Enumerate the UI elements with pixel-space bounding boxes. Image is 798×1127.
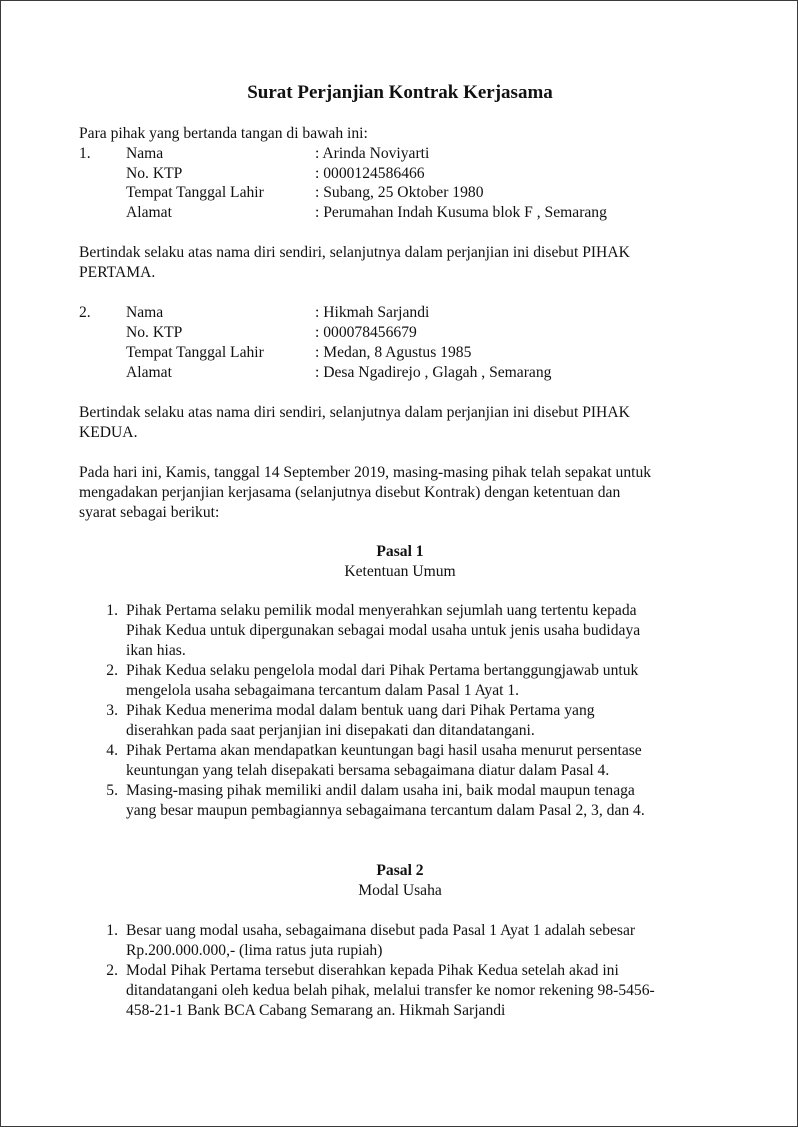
party-2-birth-label: Tempat Tanggal Lahir <box>126 344 264 361</box>
pasal-1-item-number: 2. <box>106 662 118 679</box>
list-item-line: yang besar maupun pembagiannya sebagaimana tercantum dalam Pasal 2, 3, dan 4. <box>126 802 645 819</box>
party-2-address-label: Alamat <box>126 364 172 381</box>
party-1-name-value: : Arinda Noviyarti <box>315 145 430 162</box>
list-item-line: 458-21-1 Bank BCA Cabang Semarang an. Hikmah Sarjandi <box>126 1002 506 1019</box>
party-1-ktp-value: : 0000124586466 <box>315 165 425 182</box>
agreement-line: Pada hari ini, Kamis, tanggal 14 September 2019, masing-masing pihak telah sepakat untuk <box>79 464 652 481</box>
party-2-name-value: : Hikmah Sarjandi <box>315 304 430 321</box>
list-item-line: Pihak Kedua untuk dipergunakan sebagai modal usaha untuk jenis usaha budidaya <box>126 622 641 639</box>
party-2-name-label: Nama <box>126 304 164 321</box>
party-1-address-value: : Perumahan Indah Kusuma blok F , Semarang <box>315 204 607 221</box>
list-item-line: keuntungan yang telah disepakati bersama sebagaimana diatur dalam Pasal 4. <box>126 762 610 779</box>
party-1-name-label: Nama <box>126 145 164 162</box>
party-2-birth-value: : Medan, 8 Agustus 1985 <box>315 344 472 361</box>
list-item-line: Pihak Kedua menerima modal dalam bentuk uang dari Pihak Pertama yang <box>126 702 595 719</box>
pasal-1-subheading: Ketentuan Umum <box>344 563 456 580</box>
party-2-ktp-value: : 000078456679 <box>315 324 417 341</box>
party-1-ktp-label: No. KTP <box>126 165 183 182</box>
party-1-statement-line: Bertindak selaku atas nama diri sendiri, selanjutnya dalam perjanjian ini disebut PIHAK <box>79 244 630 261</box>
pasal-1-item-number: 4. <box>106 742 118 759</box>
list-item-line: Pihak Pertama selaku pemilik modal menyerahkan sejumlah uang tertentu kepada <box>126 602 637 619</box>
pasal-1-item-number: 1. <box>106 602 118 619</box>
list-item-line: diserahkan pada saat perjanjian ini disepakati dan ditandatangani. <box>126 722 535 739</box>
pasal-1-item-number: 5. <box>106 782 118 799</box>
document-title: Surat Perjanjian Kontrak Kerjasama <box>247 82 553 103</box>
agreement-line: syarat sebagai berikut: <box>79 504 220 521</box>
pasal-1-heading: Pasal 1 <box>376 543 424 560</box>
list-item-line: Masing-masing pihak memiliki andil dalam usaha ini, baik modal maupun tenaga <box>126 782 635 799</box>
party-2-statement-line: KEDUA. <box>79 424 138 441</box>
pasal-2-item-number: 1. <box>106 922 118 939</box>
list-item-line: Besar uang modal usaha, sebagaimana disebut pada Pasal 1 Ayat 1 adalah sebesar <box>126 922 636 939</box>
list-item-line: Pihak Pertama akan mendapatkan keuntungan bagi hasil usaha menurut persentase <box>126 742 642 759</box>
party-1-address-label: Alamat <box>126 204 172 221</box>
pasal-1-item-number: 3. <box>106 702 118 719</box>
agreement-line: mengadakan perjanjian kerjasama (selanjutnya disebut Kontrak) dengan ketentuan dan <box>79 484 621 501</box>
party-2-number: 2. <box>79 304 91 321</box>
pasal-2-item-number: 2. <box>106 962 118 979</box>
list-item-line: ikan hias. <box>126 642 186 659</box>
list-item-line: Modal Pihak Pertama tersebut diserahkan kepada Pihak Kedua setelah akad ini <box>126 962 619 979</box>
party-1-birth-value: : Subang, 25 Oktober 1980 <box>315 184 484 201</box>
party-1-number: 1. <box>79 145 91 162</box>
party-2-address-value: : Desa Ngadirejo , Glagah , Semarang <box>315 364 552 381</box>
pasal-2-subheading: Modal Usaha <box>358 882 442 899</box>
party-1-birth-label: Tempat Tanggal Lahir <box>126 184 264 201</box>
intro-text: Para pihak yang bertanda tangan di bawah ini: <box>79 125 368 142</box>
list-item-line: Rp.200.000.000,- (lima ratus juta rupiah) <box>126 942 383 959</box>
list-item-line: mengelola usaha sebagaimana tercantum dalam Pasal 1 Ayat 1. <box>126 682 520 699</box>
list-item-line: ditandatangani oleh kedua belah pihak, melalui transfer ke nomor rekening 98-5456- <box>126 982 655 999</box>
party-2-statement-line: Bertindak selaku atas nama diri sendiri, selanjutnya dalam perjanjian ini disebut PIHAK <box>79 404 630 421</box>
list-item-line: Pihak Kedua selaku pengelola modal dari Pihak Pertama bertanggungjawab untuk <box>126 662 639 679</box>
pasal-2-heading: Pasal 2 <box>376 862 424 879</box>
party-1-statement-line: PERTAMA. <box>79 264 156 281</box>
party-2-ktp-label: No. KTP <box>126 324 183 341</box>
